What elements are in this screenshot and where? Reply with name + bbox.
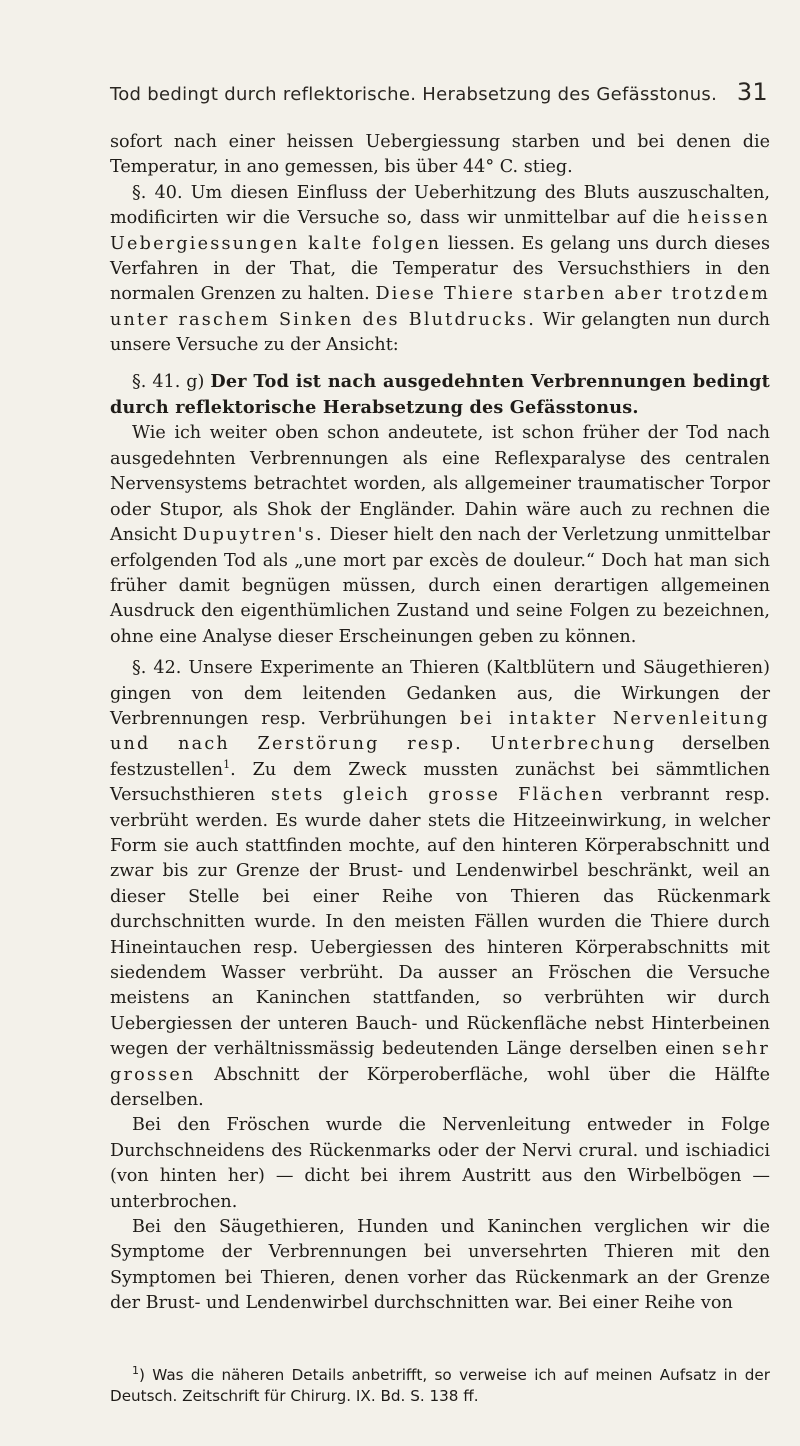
paragraph-continuation: sofort nach einer heissen Uebergiessung starben und bei denen die Temperatur, in ano gemessen, bis über 44° C. stieg. <box>110 132 770 178</box>
footnote-reference: 1 <box>223 757 231 771</box>
paragraph-41: Wie ich weiter oben schon andeutete, ist schon früher der Tod nach ausgedehnten Verbrennungen als eine Reflexparalyse des centralen Nervensystems betrachtet worden, als allgemeiner traumatischer Torpor oder Stupor, als Shok der Engländer. Dahin wäre auch zu rechnen die Ansicht Dupuytren's. Dieser hielt den nach der Verletzung unmittelbar erfolgenden Tod als „une mort par excès de douleur.“ Doch hat man sich früher damit begnügen müssen, durch einen derartigen allgemeinen Ausdruck den eigenthümlichen Zustand und seine Folgen zu bezeichnen, ohne eine Analyse dieser Erscheinungen geben zu können. <box>110 423 770 647</box>
section-heading-41: §. 41. g) Der Tod ist nach ausgedehnten Verbrennungen bedingt durch reflektorische Herabsetzung des Gefässtonus. <box>110 370 770 419</box>
emphasis-spaced: stets gleich grosse Flächen <box>270 785 605 806</box>
running-head <box>110 78 768 106</box>
running-head-title: Tod bedingt durch reflektorische. Herabsetzung des Gefässtonus. <box>110 84 718 105</box>
footnote-marker: 1 <box>132 1363 139 1377</box>
emphasis-spaced: bei intakter Nervenleitung und nach Zerstörung resp. Unterbrechung <box>110 708 770 755</box>
section-heading-text: Der Tod ist nach ausgedehnten Verbrennungen bedingt durch reflektorische Herabsetzung des Gefässtonus. <box>110 370 770 419</box>
emphasis-spaced: Diese Thiere starben aber trotzdem unter raschem Sinken des Blutdrucks. <box>110 284 771 330</box>
footnote <box>110 1365 770 1407</box>
paragraph-frogs: Bei den Fröschen wurde die Nervenleitung entweder in Folge Durchschneidens des Rückenmarks oder der Nervi crural. und ischiadici (von hinten her) — dicht bei ihrem Austritt aus den Wirbelbögen — unterbrochen. <box>110 1115 770 1212</box>
paragraph-42: §. 42. Unsere Experimente an Thieren (Kaltblütern und Säugethieren) gingen von dem leitenden Gedanken aus, die Wirkungen der Verbrennungen resp. Verbrühungen bei intakter Nervenleitung und nach Zerstörung resp. Unterbrechung derselben festzustellen$^1$. Zu dem Zweck mussten zunächst bei sämmtlichen Versuchsthieren stets gleich grosse Flächen verbrannt resp. verbrüht werden. Es wurde daher stets die Hitzeeinwirkung, in welcher Form sie auch stattfinden mochte, auf den hinteren Körperabschnitt und zwar bis zur Grenze der Brust- und Lendenwirbel beschränkt, weil an dieser Stelle bei einer Reihe von Thieren das Rückenmark durchschnitten wurde. In den meisten Fällen wurden die Thiere durch Hineintauchen resp. Uebergiessen des hinteren Körperabschnitts mit siedendem Wasser verbrüht. Da ausser an Fröschen die Versuche meistens an Kaninchen stattfanden, so verbrühten wir durch Uebergiessen der unteren Bauch- und Rückenfläche nebst Hinterbeinen wegen der verhältnissmässig bedeutenden Länge derselben einen sehr grossen Abschnitt der Körperoberfläche, wohl über die Hälfte derselben. <box>110 658 770 1111</box>
footnote-text: ) Was die näheren Details anbetrifft, so verweise ich auf meinen Aufsatz in der Deutsch. Zeitschrift für Chirurg. IX. Bd. S. 138 ff. <box>110 1366 770 1405</box>
body-text <box>110 130 770 1317</box>
emphasis-name: Dupuytren's. <box>182 525 324 546</box>
emphasis-spaced: sehr grossen <box>110 1039 770 1085</box>
paragraph-40: §. 40. Um diesen Einfluss der Ueberhitzung des Bluts auszuschalten, modificirten wir die Versuche so, dass wir unmittelbar auf die heissen Uebergiessungen kalte folgen liessen. Es gelang uns durch dieses Verfahren in der That, die Temperatur des Versuchsthiers in den normalen Grenzen zu halten. Diese Thiere starben aber trotzdem unter raschem Sinken des Blutdrucks. Wir gelangten nun durch unsere Versuche zu der Ansicht: <box>110 182 771 356</box>
page-number: 31 <box>736 78 768 106</box>
emphasis-spaced: heissen Uebergiessungen kalte folgen <box>110 208 770 254</box>
paragraph-mammals: Bei den Säugethieren, Hunden und Kaninchen verglichen wir die Symptome der Verbrennungen bei unversehrten Thieren mit den Symptomen bei Thieren, denen vorher das Rückenmark an der Grenze der Brust- und Lendenwirbel durchschnitten war. Bei einer Reihe von <box>110 1217 770 1314</box>
